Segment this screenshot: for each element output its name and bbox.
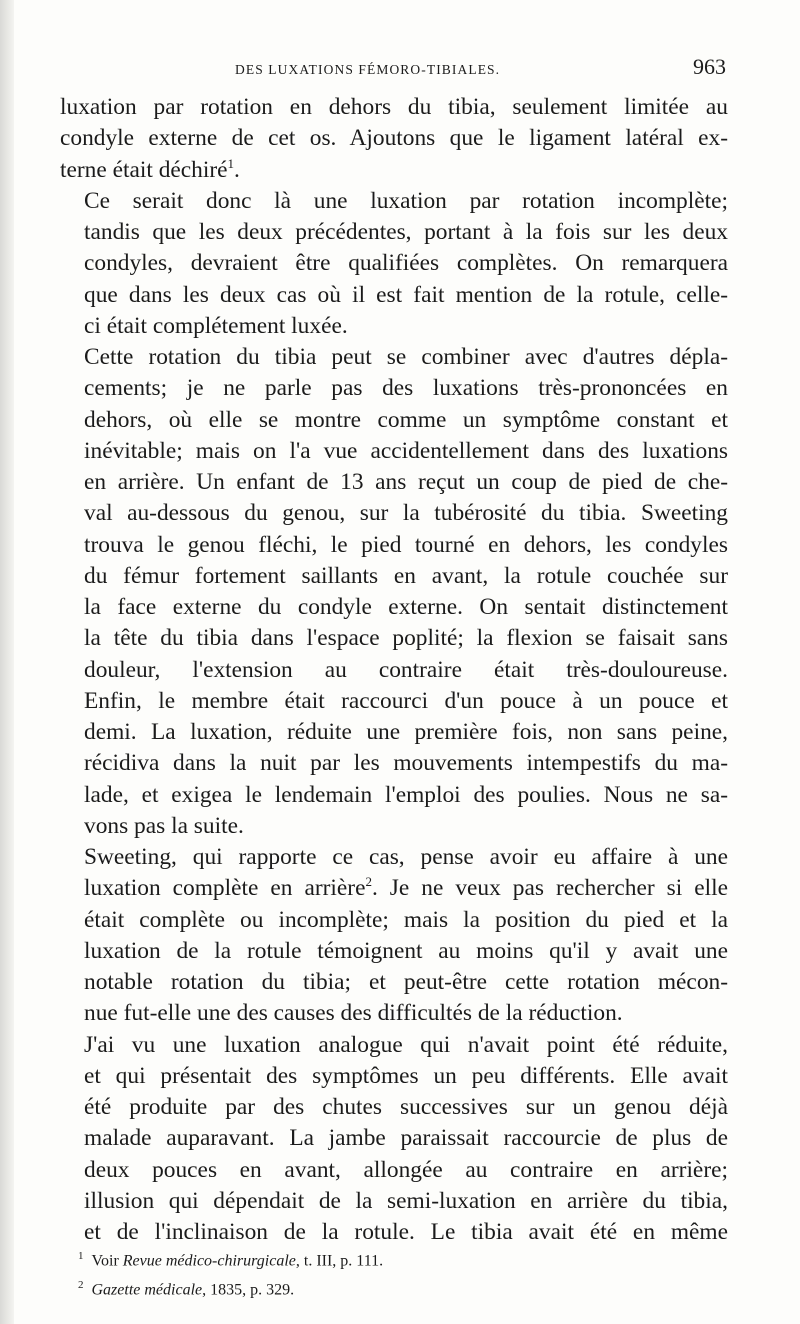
paragraph-2 bbox=[60, 186, 728, 342]
text-line: en arrière. Un enfant de 13 ans reçut un coup de pied de che- bbox=[84, 469, 728, 495]
text-line: que dans les deux cas où il est fait mention de la rotule, celle- bbox=[84, 281, 728, 308]
text-line: inévitable; mais on l'a vue accidentellement dans des luxations bbox=[84, 437, 728, 464]
text-line: luxation de la rotule témoignent au moins qu'il y avait une bbox=[84, 937, 728, 964]
text-line: lade, et exigea le lendemain l'emploi des poulies. Nous ne sa- bbox=[84, 781, 728, 808]
page-gutter-shadow bbox=[0, 0, 14, 1324]
text-line: val au-dessous du genou, sur la tubérosité du tibia. Sweeting bbox=[84, 500, 728, 527]
text-line: condyles, devraient être qualifiées complètes. On remarquera bbox=[84, 250, 728, 277]
footnote-suffix: , 1835, p. 329. bbox=[202, 1281, 295, 1299]
text-line: et qui présentait des symptômes un peu différents. Elle avait bbox=[84, 1062, 728, 1089]
text-fragment: terne était déchiré bbox=[60, 156, 228, 183]
text-line: du fémur fortement saillants en avant, la rotule couchée sur bbox=[84, 562, 728, 589]
text-line: dehors, où elle se montre comme un symptôme constant et bbox=[84, 406, 728, 433]
text-line: ci était complétement luxée. bbox=[84, 312, 348, 339]
text-line: et de l'inclinaison de la rotule. Le tibia avait été en même bbox=[84, 1219, 728, 1245]
text-line: Cette rotation du tibia peut se combiner avec d'autres dépla- bbox=[84, 344, 728, 370]
text-line: notable rotation du tibia; et peut-être cette rotation mécon- bbox=[84, 969, 728, 995]
text-line: vons pas la suite. bbox=[84, 812, 244, 839]
text-line: Sweeting, qui rapporte ce cas, pense avoir eu affaire à une bbox=[84, 844, 728, 870]
footnote-1 bbox=[78, 1244, 698, 1273]
footnote-mark: 2 bbox=[78, 1279, 84, 1292]
footnote-ref-2: 2 bbox=[365, 874, 372, 890]
paragraph-1 bbox=[60, 92, 728, 186]
footnotes bbox=[78, 1244, 698, 1303]
text-line: tandis que les deux précédentes, portant à la fois sur les deux bbox=[84, 219, 728, 245]
text-line bbox=[60, 155, 728, 186]
text-line: récidiva dans la nuit par les mouvements intempestifs du ma- bbox=[84, 750, 728, 777]
text-line: été produite par des chutes successives sur un genou déjà bbox=[84, 1094, 728, 1120]
footnote-mark: 1 bbox=[78, 1250, 84, 1262]
text-fragment: luxation complète en arrière bbox=[84, 875, 366, 902]
footnote-source-title: Revue médico-chirurgicale bbox=[122, 1252, 296, 1270]
text-line: Ce serait donc là une luxation par rotation incomplète; bbox=[84, 187, 728, 214]
paragraph-5 bbox=[60, 1030, 728, 1249]
paragraph-4 bbox=[60, 842, 728, 1030]
text-line: illusion qui dépendait de la semi-luxation en arrière du tibia, bbox=[84, 1187, 728, 1214]
footnote-source-title: Gazette médicale bbox=[91, 1281, 203, 1299]
text-line: condyle externe de cet os. Ajoutons que le ligament latéral ex- bbox=[60, 125, 728, 152]
text-line: la tête du tibia dans l'espace poplité; la flexion se faisait sans bbox=[84, 625, 728, 652]
body-text bbox=[60, 92, 728, 1248]
footnote-prefix: Voir bbox=[91, 1252, 123, 1270]
text-line: deux pouces en avant, allongée au contraire en arrière; bbox=[84, 1156, 728, 1183]
text-line: la face externe du condyle externe. On sentait distinctement bbox=[84, 594, 728, 620]
text-line: J'ai vu une luxation analogue qui n'avait point été réduite, bbox=[84, 1031, 728, 1058]
footnote-2 bbox=[78, 1273, 698, 1302]
text-line: Enfin, le membre était raccourci d'un pouce à un pouce et bbox=[84, 687, 728, 714]
text-line: luxation par rotation en dehors du tibia, seulement limitée au bbox=[60, 94, 728, 120]
paragraph-3 bbox=[60, 342, 728, 842]
text-line: malade auparavant. La jambe paraissait raccourcie de plus de bbox=[84, 1125, 728, 1152]
page-header bbox=[60, 54, 728, 84]
text-fragment: . Je ne veux pas rechercher si elle bbox=[371, 875, 728, 902]
text-line bbox=[60, 873, 728, 904]
footnote-suffix: , t. III, p. 111. bbox=[295, 1252, 384, 1270]
text-line: trouva le genou fléchi, le pied tourné en dehors, les condyles bbox=[84, 531, 728, 558]
running-title: DES LUXATIONS FÉMORO-TIBIALES. bbox=[235, 62, 501, 77]
text-line: nue fut-elle une des causes des difficultés de la réduction. bbox=[84, 1000, 623, 1027]
text-fragment: . bbox=[234, 156, 240, 183]
text-line: cements; je ne parle pas des luxations très-prononcées en bbox=[84, 375, 728, 402]
text-line: était complète ou incomplète; mais la position du pied et la bbox=[84, 906, 728, 933]
footnote-ref-1: 1 bbox=[227, 155, 235, 171]
text-line: demi. La luxation, réduite une première fois, non sans peine, bbox=[84, 719, 728, 745]
text-line: douleur, l'extension au contraire était très-douloureuse. bbox=[84, 656, 728, 683]
page-number: 963 bbox=[693, 54, 726, 79]
